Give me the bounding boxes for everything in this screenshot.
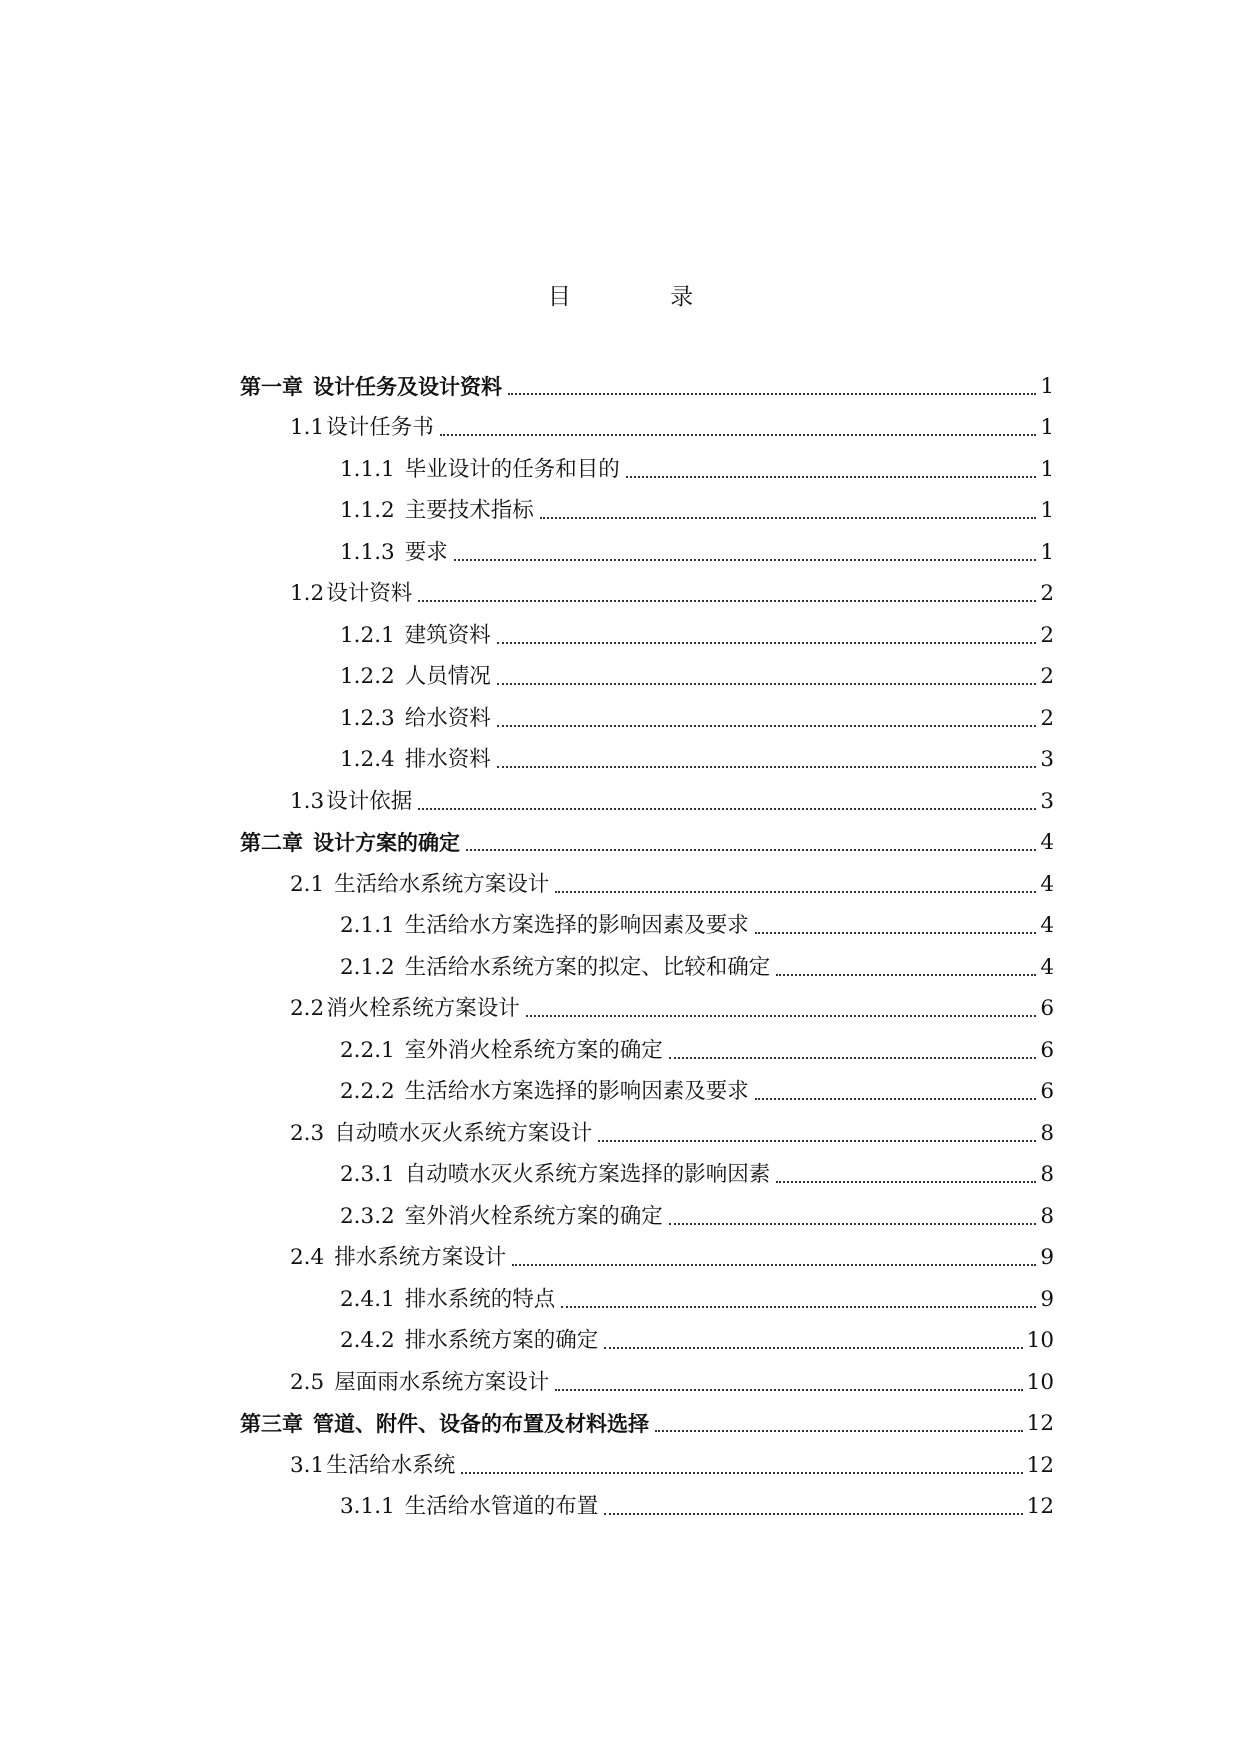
toc-entry[interactable]	[0, 740, 1241, 782]
toc-dot-leader	[497, 642, 1037, 644]
toc-dot-leader	[418, 808, 1036, 810]
toc-entry-number: 1.1.1	[340, 456, 395, 482]
toc-entry-text: 设计依据	[326, 788, 413, 814]
toc-entry[interactable]	[0, 1238, 1241, 1280]
toc-dot-leader	[555, 891, 1036, 893]
toc-dot-leader	[466, 849, 1036, 851]
toc-entry-label	[240, 372, 502, 402]
toc-dot-leader	[561, 1306, 1036, 1308]
toc-entry-page-number: 4	[1040, 913, 1054, 939]
toc-entry[interactable]	[0, 1404, 1241, 1446]
toc-dot-leader	[497, 725, 1037, 727]
toc-dot-leader	[604, 1347, 1022, 1349]
toc-entry[interactable]	[0, 1279, 1241, 1321]
toc-entry[interactable]	[0, 615, 1241, 657]
toc-entry[interactable]	[0, 989, 1241, 1031]
toc-entry-text: 管道、附件、设备的布置及材料选择	[313, 1412, 649, 1437]
toc-dot-leader	[626, 476, 1037, 478]
toc-entry-number: 2.2.2	[340, 1079, 395, 1105]
toc-entry-label	[340, 1036, 663, 1066]
toc-entry-page-number: 2	[1040, 622, 1054, 648]
toc-entry-text: 生活给水系统方案设计	[334, 871, 550, 897]
toc-entry-text: 排水系统方案设计	[334, 1245, 507, 1271]
toc-entry-text: 室外消火栓系统方案的确定	[404, 1203, 663, 1229]
toc-entry-number: 第三章	[240, 1412, 303, 1437]
toc-entry-label	[340, 704, 491, 734]
toc-dot-leader	[604, 1513, 1022, 1515]
toc-entry-label	[290, 787, 412, 817]
toc-entry-label	[340, 455, 620, 485]
toc-entry[interactable]	[0, 657, 1241, 699]
toc-entry-number: 2.2	[290, 996, 325, 1022]
toc-entry-number: 2.4.1	[340, 1286, 395, 1312]
toc-entry-label	[290, 994, 520, 1024]
toc-entry-number: 1.2	[290, 581, 325, 607]
toc-entry-number: 2.5	[290, 1369, 325, 1395]
toc-entry[interactable]	[0, 1487, 1241, 1529]
toc-entry[interactable]	[0, 1362, 1241, 1404]
toc-entry-text: 生活给水方案选择的影响因素及要求	[404, 1079, 749, 1105]
toc-entry-text: 设计任务书	[326, 415, 434, 441]
toc-entry-label	[340, 1326, 598, 1356]
toc-entry-text: 设计方案的确定	[313, 831, 460, 856]
toc-entry-number: 3.1	[290, 1452, 325, 1478]
toc-entry[interactable]	[0, 823, 1241, 865]
toc-entry-page-number: 6	[1040, 1079, 1054, 1105]
toc-entry-label	[340, 662, 491, 692]
toc-entry-page-number: 9	[1040, 1286, 1054, 1312]
toc-entry[interactable]	[0, 1196, 1241, 1238]
toc-dot-leader	[776, 974, 1036, 976]
toc-dot-leader	[418, 600, 1036, 602]
toc-entry-label	[290, 413, 434, 443]
toc-entry-text: 排水系统方案的确定	[404, 1328, 599, 1354]
toc-entry-label	[340, 1285, 555, 1315]
toc-entry-label	[340, 1492, 598, 1522]
toc-entry[interactable]	[0, 906, 1241, 948]
toc-entry-page-number: 2	[1040, 581, 1054, 607]
toc-entry[interactable]	[0, 698, 1241, 740]
toc-entry-label	[290, 1243, 506, 1273]
toc-entry-number: 2.1	[290, 871, 325, 897]
toc-entry-text: 室外消火栓系统方案的确定	[404, 1037, 663, 1063]
toc-entry-page-number: 8	[1040, 1203, 1054, 1229]
toc-entry-page-number: 3	[1040, 788, 1054, 814]
toc-entry-page-number: 1	[1040, 373, 1054, 399]
toc-entry[interactable]	[0, 1155, 1241, 1197]
toc-entry-number: 3.1.1	[340, 1494, 395, 1520]
toc-entry-number: 第二章	[240, 831, 303, 856]
toc-entry-number: 2.4.2	[340, 1328, 395, 1354]
toc-entry-number: 第一章	[240, 374, 303, 399]
toc-entry-text: 生活给水系统方案的拟定、比较和确定	[404, 954, 771, 980]
toc-entry-page-number: 3	[1040, 747, 1054, 773]
toc-entry-label	[240, 1409, 649, 1439]
toc-entry-label	[240, 828, 460, 858]
toc-dot-leader	[461, 1472, 1022, 1474]
toc-dot-leader	[755, 932, 1037, 934]
toc-entry-number: 2.4	[290, 1245, 325, 1271]
toc-entry-label	[340, 538, 448, 568]
toc-entry[interactable]	[0, 366, 1241, 408]
toc-entry-text: 生活给水系统	[326, 1452, 456, 1478]
toc-dot-leader	[508, 393, 1036, 395]
toc-dot-leader	[776, 1181, 1036, 1183]
toc-dot-leader	[669, 1223, 1037, 1225]
toc-entry-text: 排水资料	[404, 747, 491, 773]
toc-entry[interactable]	[0, 532, 1241, 574]
toc-entry-page-number: 2	[1040, 705, 1054, 731]
toc-dot-leader	[497, 683, 1037, 685]
toc-entry-label	[340, 621, 491, 651]
toc-entry[interactable]	[0, 781, 1241, 823]
toc-entry-label	[340, 1202, 663, 1232]
toc-entry-text: 屋面雨水系统方案设计	[334, 1369, 550, 1395]
toc-entry[interactable]	[0, 1321, 1241, 1363]
toc-entry-text: 要求	[404, 539, 448, 565]
toc-entry-number: 1.1.3	[340, 539, 395, 565]
toc-entry-page-number: 12	[1026, 1452, 1054, 1478]
toc-dot-leader	[526, 1015, 1037, 1017]
toc-entry[interactable]	[0, 1030, 1241, 1072]
toc-entry-text: 自动喷水灭火系统方案选择的影响因素	[404, 1162, 771, 1188]
toc-entry[interactable]	[0, 1445, 1241, 1487]
toc-entry-label	[340, 745, 491, 775]
toc-dot-leader	[540, 517, 1037, 519]
toc-entry-label	[340, 1077, 749, 1107]
toc-entry-label	[290, 1119, 592, 1149]
toc-entry[interactable]	[0, 864, 1241, 906]
toc-entry-text: 主要技术指标	[404, 498, 534, 524]
toc-dot-leader	[512, 1264, 1036, 1266]
toc-dot-leader	[440, 434, 1037, 436]
toc-list	[0, 366, 1241, 1528]
toc-entry-text: 自动喷水灭火系统方案设计	[334, 1120, 593, 1146]
toc-dot-leader	[669, 1057, 1037, 1059]
toc-entry-number: 1.3	[290, 788, 325, 814]
toc-entry-label	[290, 579, 412, 609]
toc-entry-number: 2.3	[290, 1120, 325, 1146]
toc-entry-page-number: 9	[1040, 1245, 1054, 1271]
toc-entry[interactable]	[0, 1113, 1241, 1155]
toc-entry-number: 1.2.2	[340, 664, 395, 690]
toc-entry-page-number: 8	[1040, 1162, 1054, 1188]
toc-entry-number: 2.2.1	[340, 1037, 395, 1063]
toc-entry-text: 给水资料	[404, 705, 491, 731]
toc-entry-number: 2.1.2	[340, 954, 395, 980]
toc-entry-text: 设计资料	[326, 581, 413, 607]
toc-entry-label	[340, 496, 534, 526]
toc-entry-text: 建筑资料	[404, 622, 491, 648]
toc-entry-number: 2.1.1	[340, 913, 395, 939]
toc-entry-label	[290, 870, 549, 900]
toc-dot-leader	[497, 766, 1037, 768]
toc-entry-number: 1.1.2	[340, 498, 395, 524]
toc-dot-leader	[454, 559, 1037, 561]
toc-entry-page-number: 6	[1040, 996, 1054, 1022]
toc-entry-number: 1.1	[290, 415, 325, 441]
toc-entry-page-number: 4	[1040, 830, 1054, 856]
toc-entry-page-number: 10	[1026, 1328, 1054, 1354]
toc-entry[interactable]	[0, 408, 1241, 450]
toc-entry-page-number: 8	[1040, 1120, 1054, 1146]
toc-entry[interactable]	[0, 1072, 1241, 1114]
toc-entry-label	[290, 1451, 455, 1481]
toc-entry-label	[340, 953, 770, 983]
toc-dot-leader	[555, 1389, 1022, 1391]
toc-dot-leader	[755, 1098, 1037, 1100]
toc-entry-page-number: 4	[1040, 954, 1054, 980]
toc-entry-page-number: 4	[1040, 871, 1054, 897]
toc-entry-text: 人员情况	[404, 664, 491, 690]
toc-entry-text: 毕业设计的任务和目的	[404, 456, 620, 482]
toc-entry-page-number: 2	[1040, 664, 1054, 690]
toc-entry-page-number: 6	[1040, 1037, 1054, 1063]
toc-entry-number: 1.2.1	[340, 622, 395, 648]
toc-entry-label	[340, 911, 749, 941]
toc-entry[interactable]	[0, 491, 1241, 533]
toc-dot-leader	[655, 1430, 1023, 1432]
toc-entry[interactable]	[0, 574, 1241, 616]
toc-entry-number: 1.2.4	[340, 747, 395, 773]
toc-entry-page-number: 1	[1040, 539, 1054, 565]
toc-entry-number: 2.3.1	[340, 1162, 395, 1188]
toc-entry-page-number: 12	[1026, 1411, 1054, 1437]
toc-entry-text: 消火栓系统方案设计	[326, 996, 520, 1022]
toc-entry-page-number: 10	[1026, 1369, 1054, 1395]
toc-entry[interactable]	[0, 449, 1241, 491]
toc-entry-page-number: 1	[1040, 498, 1054, 524]
toc-title: 目 录	[547, 284, 740, 310]
toc-entry-page-number: 1	[1040, 415, 1054, 441]
toc-entry-page-number: 1	[1040, 456, 1054, 482]
toc-entry-page-number: 12	[1026, 1494, 1054, 1520]
toc-entry-text: 生活给水方案选择的影响因素及要求	[404, 913, 749, 939]
toc-entry-text: 排水系统的特点	[404, 1286, 556, 1312]
toc-dot-leader	[598, 1140, 1036, 1142]
toc-entry-text: 设计任务及设计资料	[313, 374, 502, 399]
toc-entry-number: 1.2.3	[340, 705, 395, 731]
toc-entry-number: 2.3.2	[340, 1203, 395, 1229]
toc-entry-label	[340, 1160, 770, 1190]
toc-entry-text: 生活给水管道的布置	[404, 1494, 599, 1520]
toc-entry-label	[290, 1368, 549, 1398]
toc-entry[interactable]	[0, 947, 1241, 989]
